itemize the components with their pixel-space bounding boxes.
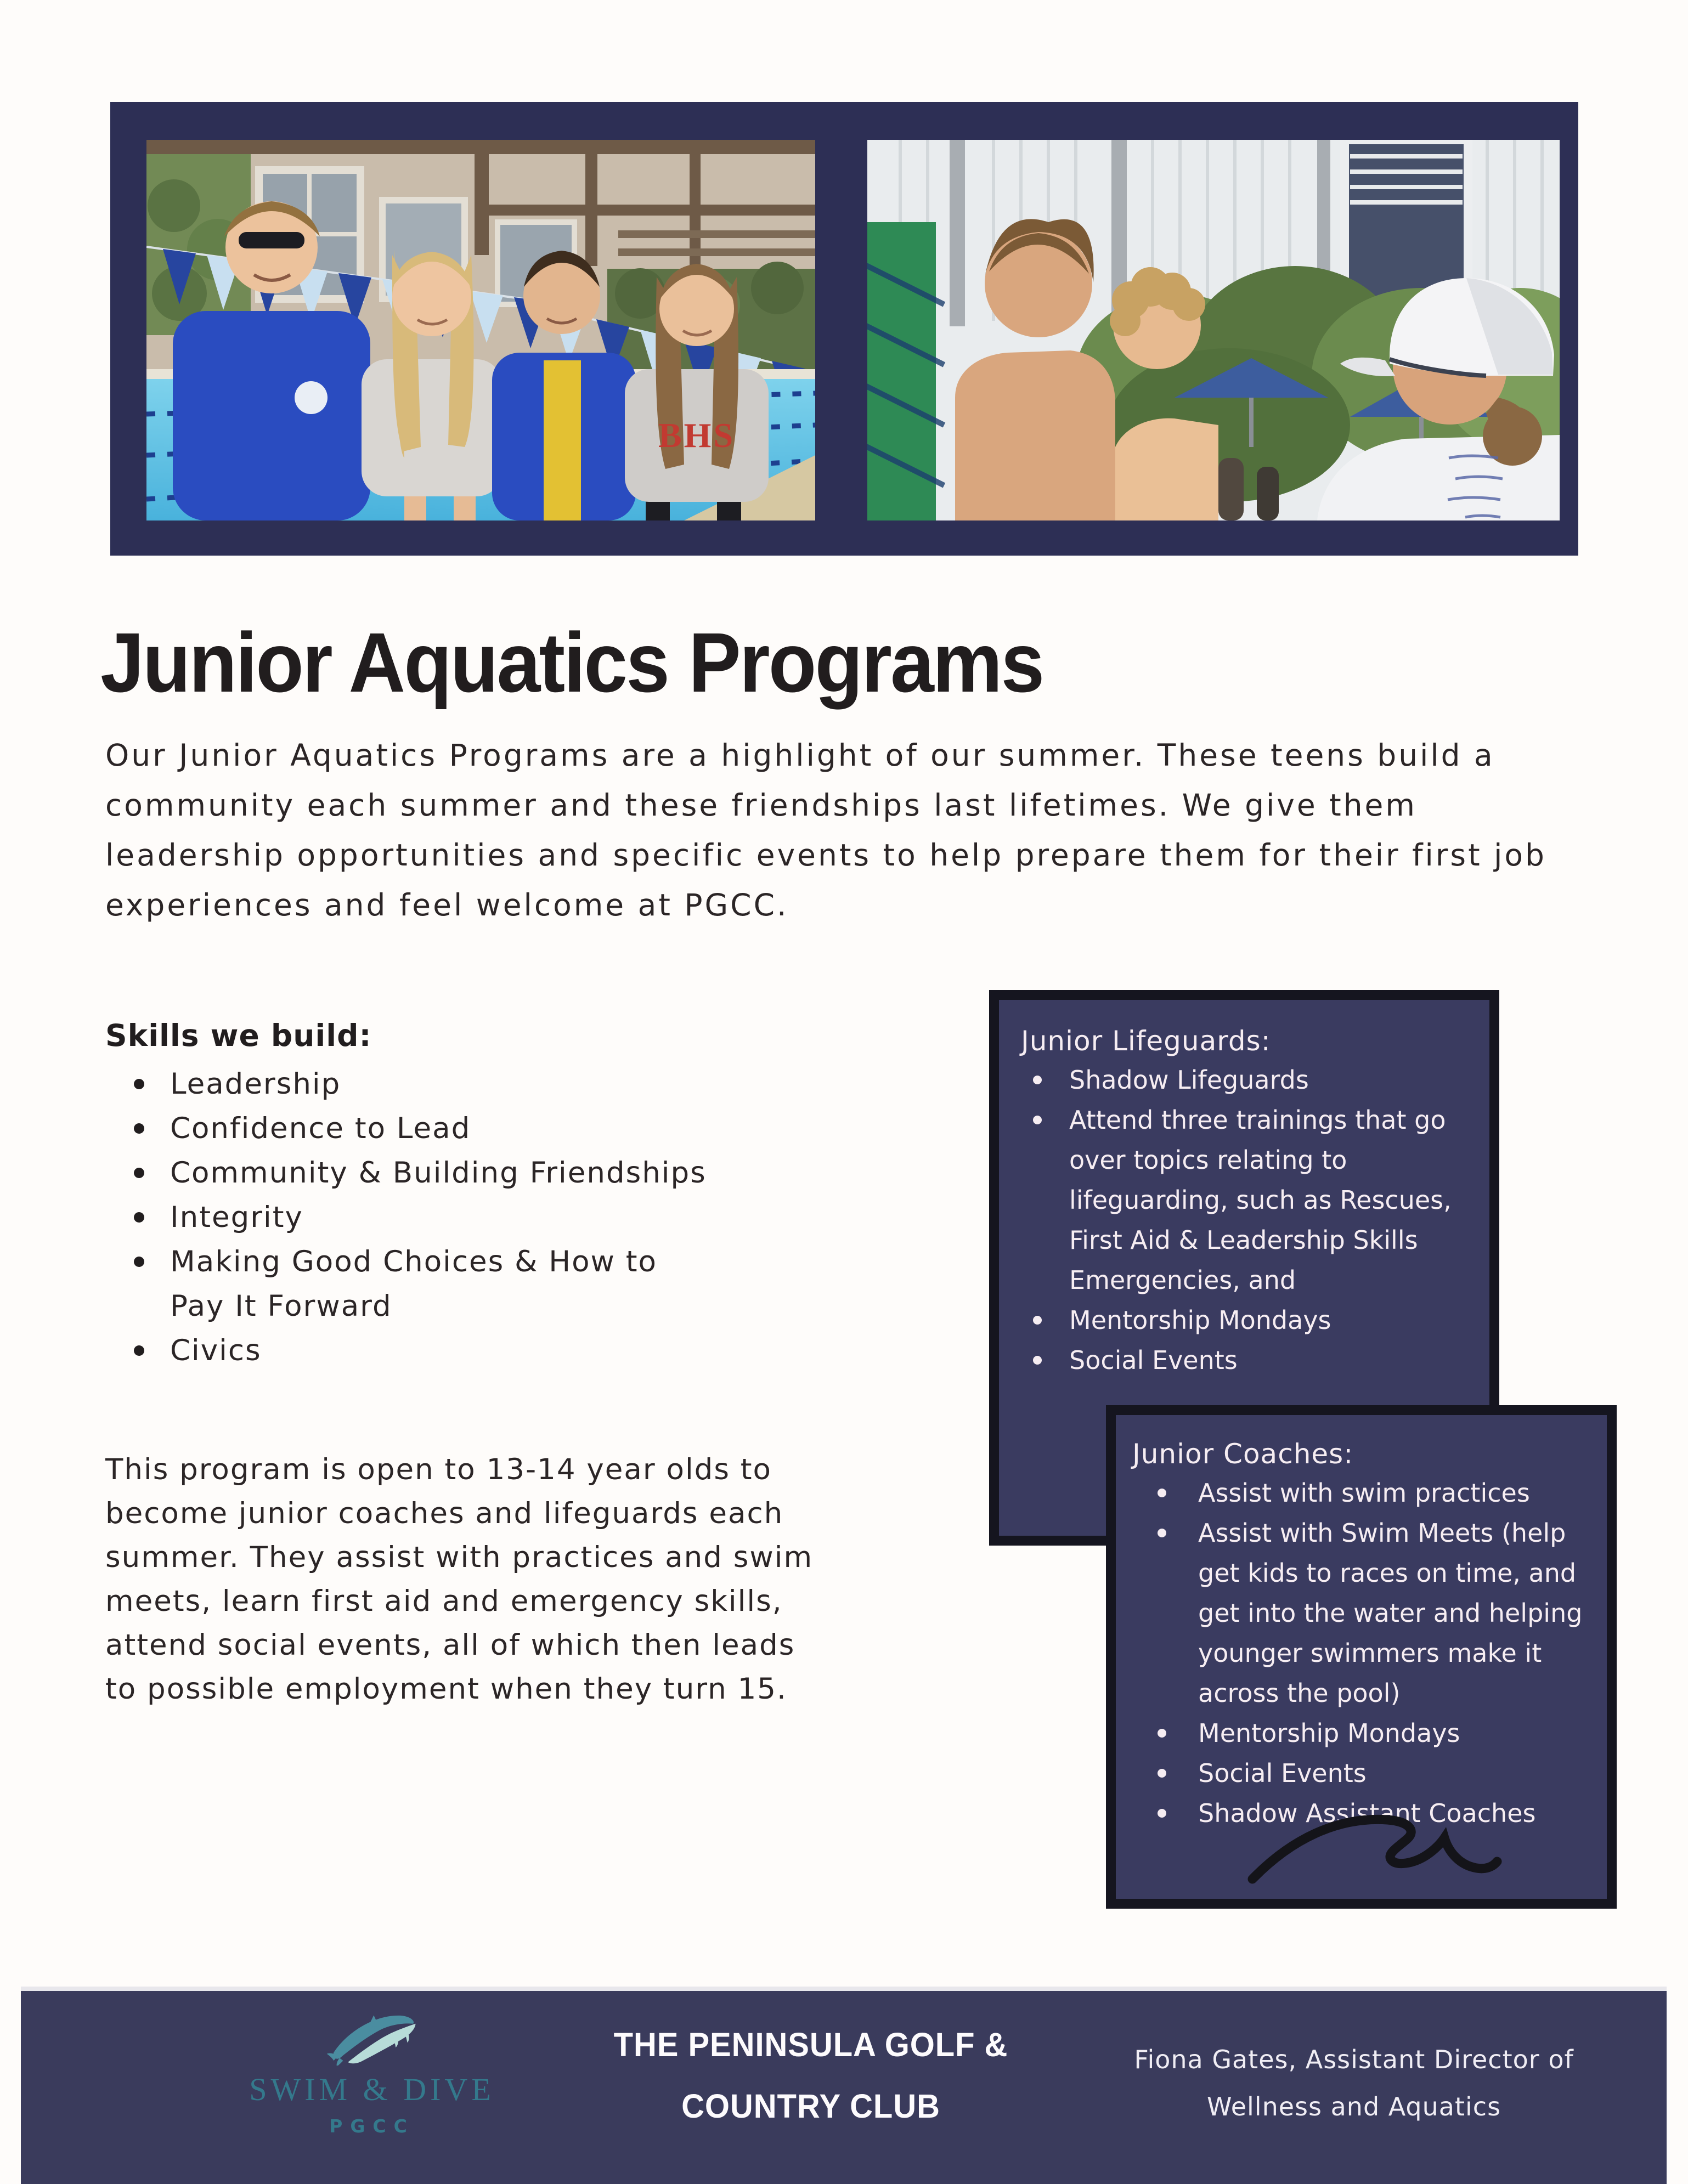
logo-subtitle: PGCC [329, 2115, 415, 2137]
coaches-list [1132, 1473, 1590, 1834]
wave-icon [1245, 1806, 1503, 1888]
list-item: Civics [105, 1328, 753, 1373]
list-item: Social Events [1132, 1753, 1590, 1793]
list-item: Making Good Choices & How to Pay It Forward [105, 1240, 667, 1328]
lifeguards-heading: Junior Lifeguards: [1021, 1025, 1271, 1057]
intro-paragraph: Our Junior Aquatics Programs are a highlight of our summer. These teens build a community each summer and these friendships last lifetimes. We give them leadership opportunities and specific events to help prepare them for their first job experiences and feel welcome at PGCC. [105, 738, 1546, 923]
swim-dive-logo [218, 2001, 526, 2137]
coaches-heading: Junior Coaches: [1132, 1438, 1354, 1470]
list-item: Social Events [1021, 1340, 1471, 1380]
list-item: Assist with Swim Meets (help get kids to races on time, and get into the water and helping younger swimmers make it across the pool) [1132, 1513, 1590, 1713]
club-name [613, 2014, 1009, 2137]
club-name-line2: COUNTRY CLUB [681, 2087, 940, 2125]
contact-info [1107, 2036, 1601, 2130]
list-item: Community & Building Friendships [105, 1151, 753, 1195]
logo-title: SWIM & DIVE [249, 2072, 495, 2107]
footer [21, 1991, 1667, 2184]
hoodie-text: BHS [658, 416, 736, 455]
list-item: Confidence to Lead [105, 1106, 753, 1151]
contact-line1: Fiona Gates, Assistant Director of [1134, 2045, 1574, 2074]
dolphin-icon [325, 2001, 419, 2066]
swim-team-photo-illustration [146, 140, 815, 520]
lifeguards-list [1021, 1060, 1471, 1380]
junior-coaches-card [1106, 1405, 1617, 1909]
club-name-line1: THE PENINSULA GOLF & [613, 2026, 1008, 2063]
photo-banner [110, 102, 1578, 556]
skills-section [105, 1018, 873, 1373]
page-title: Junior Aquatics Programs [100, 615, 1043, 710]
list-item: Integrity [105, 1195, 753, 1240]
coach-photo-illustration [867, 140, 1560, 520]
list-item: Assist with swim practices [1132, 1473, 1590, 1513]
contact-line2: Wellness and Aquatics [1206, 2092, 1501, 2121]
list-item: Attend three trainings that go over topics relating to lifeguarding, such as Rescues, First Aid & Leadership Skills Emergencies, and [1021, 1100, 1471, 1300]
photo-coach-talking [867, 140, 1560, 520]
list-item: Leadership [105, 1062, 753, 1106]
list-item: Mentorship Mondays [1132, 1713, 1590, 1753]
photo-swim-team [146, 140, 815, 520]
program-info-paragraph: This program is open to 13-14 year olds to become junior coaches and lifeguards each summer. They assist with practices and swim meets, learn first aid and emergency skills, attend social events, all of which then leads to possible employment when they turn 15. [105, 1453, 814, 1706]
list-item: Shadow Lifeguards [1021, 1060, 1471, 1100]
skills-list [105, 1062, 753, 1373]
list-item: Shadow Assistant Coaches [1132, 1793, 1590, 1834]
list-item: Mentorship Mondays [1021, 1300, 1471, 1340]
footer-divider [21, 1987, 1667, 1991]
skills-heading: Skills we build: [105, 1018, 372, 1053]
